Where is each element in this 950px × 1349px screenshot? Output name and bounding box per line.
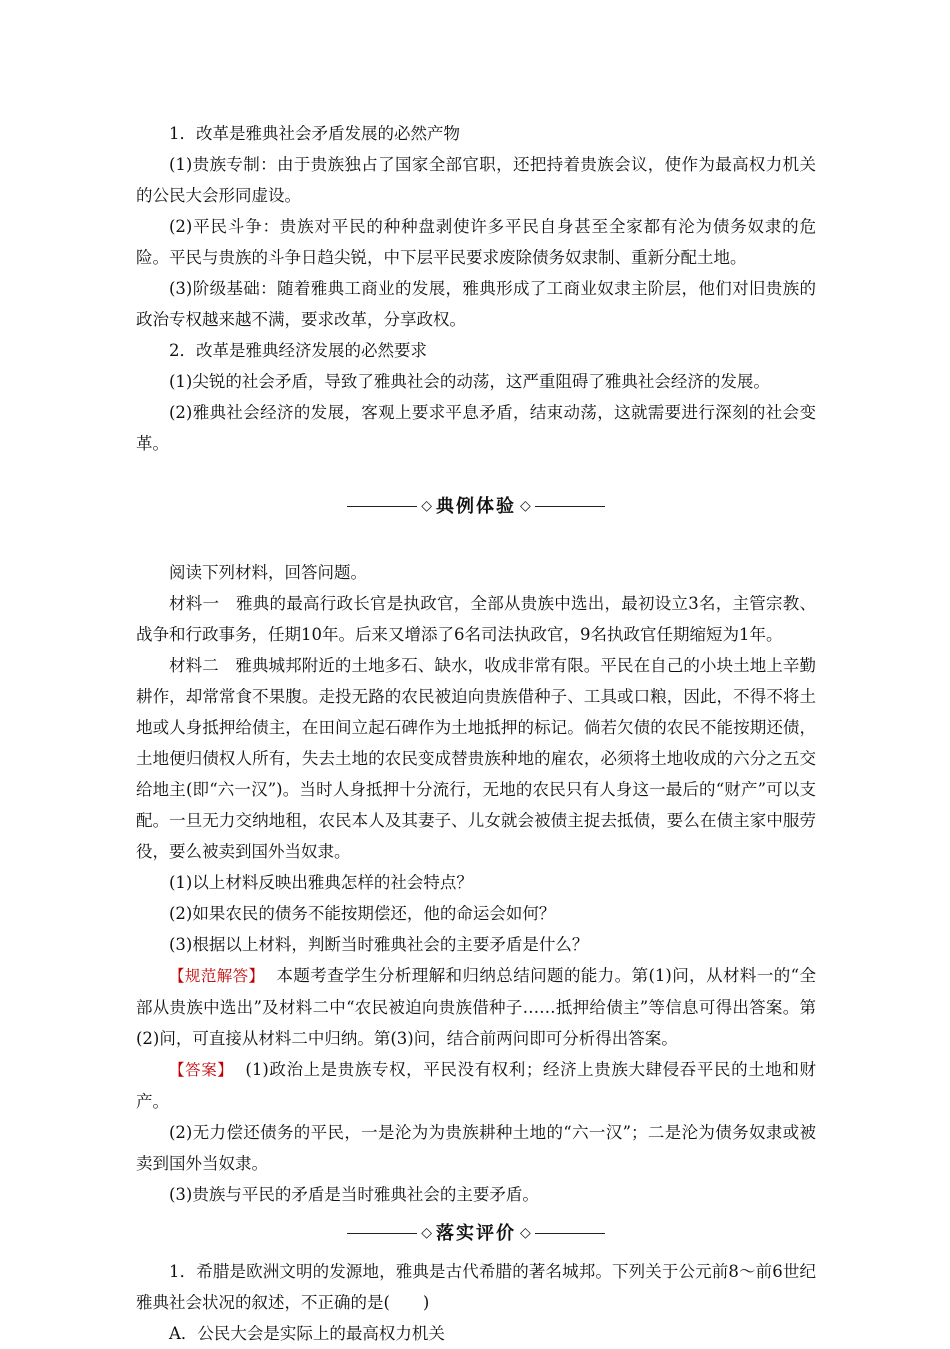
reason-heading-2: 2．改革是雅典经济发展的必然要求 <box>169 341 427 360</box>
title-rule-left <box>347 1233 417 1234</box>
answer-3: (3)贵族与平民的矛盾是当时雅典社会的主要矛盾。 <box>169 1185 539 1204</box>
question-3: (3)根据以上材料，判断当时雅典社会的主要矛盾是什么？ <box>169 935 589 954</box>
material-two: 材料二 雅典城邦附近的土地多石、缺水，收成非常有限。平民在自己的小块土地上辛勤耕作，却常常食不果腹。走投无路的农民被迫向贵族借种子、工具或口粮，因此，不得不将土地或人身抵押给债主，在田间立起石碑作为土地抵押的标记。倘若欠债的农民不能按期还债，土地便归债权人所有，失去土地的农民变成替贵族种地的雇农，必须将土地收成的六分之五交给地主(即“六一汉”)。当时人身抵押十分流行，无地的农民只有人身这一最后的“财产”可以支配。一旦无力交纳地租，农民本人及其妻子、儿女就会被债主捉去抵债，要么在债主家中服劳役，要么被卖到国外当奴隶。 <box>136 656 816 861</box>
document-page <box>136 118 816 1349</box>
section-title-example <box>136 489 816 523</box>
example-intro: 阅读下列材料，回答问题。 <box>169 563 367 582</box>
analysis-tag: 【规范解答】 <box>169 967 265 985</box>
answer-tag: 【答案】 <box>169 1061 234 1079</box>
answer-2: (2)无力偿还债务的平民，一是沦为为贵族耕种土地的“六一汉”；二是沦为债务奴隶或被卖到国外当奴隶。 <box>136 1123 816 1173</box>
question-1: (1)以上材料反映出雅典怎样的社会特点？ <box>169 873 473 892</box>
answer-paragraph <box>136 1054 816 1117</box>
reason-heading-1: 1．改革是雅典社会矛盾发展的必然产物 <box>169 124 460 143</box>
analysis-text: 本题考查学生分析理解和归纳总结问题的能力。第(1)问，从材料一的“全部从贵族中选出”及材料二中“农民被迫向贵族借种子……抵押给债主”等信息可得出答案。第(2)问，可直接从材料二中归纳。第(3)问，结合前两问即可分析得出答案。 <box>136 966 816 1048</box>
paragraph-plebeian-struggle: (2)平民斗争：贵族对平民的种种盘剥使许多平民自身甚至全家都有沦为债务奴隶的危险。平民与贵族的斗争日趋尖锐，中下层平民要求废除债务奴隶制、重新分配土地。 <box>136 217 816 267</box>
title-rule-right <box>535 1233 605 1234</box>
diamond-icon: ◇ <box>421 1224 432 1241</box>
paragraph-class-basis: (3)阶级基础：随着雅典工商业的发展，雅典形成了工商业奴隶主阶层，他们对旧贵族的政治专权越来越不满，要求改革，分享政权。 <box>136 279 816 329</box>
diamond-icon: ◇ <box>520 497 531 514</box>
section-title-evaluation <box>136 1216 816 1250</box>
material-one: 材料一 雅典的最高行政长官是执政官，全部从贵族中选出，最初设立3名，主管宗教、战争和行政事务，任期10年。后来又增添了6名司法执政官，9名执政官任期缩短为1年。 <box>136 594 816 644</box>
answer-1: (1)政治上是贵族专权，平民没有权利；经济上贵族大肆侵吞平民的土地和财产。 <box>136 1060 816 1111</box>
evaluation-option-a: A．公民大会是实际上的最高权力机关 <box>169 1324 445 1343</box>
paragraph-economic-development: (2)雅典社会经济的发展，客观上要求平息矛盾，结束动荡，这就需要进行深刻的社会变革。 <box>136 403 816 453</box>
paragraph-social-conflict: (1)尖锐的社会矛盾，导致了雅典社会的动荡，这严重阻碍了雅典社会经济的发展。 <box>169 372 770 391</box>
question-2: (2)如果农民的债务不能按期偿还，他的命运会如何？ <box>169 904 556 923</box>
title-rule-right <box>535 506 605 507</box>
paragraph-aristocratic-rule: (1)贵族专制：由于贵族独占了国家全部官职，还把持着贵族会议，使作为最高权力机关的公民大会形同虚设。 <box>136 155 816 205</box>
evaluation-question-1: 1．希腊是欧洲文明的发源地，雅典是古代希腊的著名城邦。下列关于公元前8～前6世纪雅典社会状况的叙述，不正确的是( ) <box>136 1262 816 1312</box>
diamond-icon: ◇ <box>520 1224 531 1241</box>
example-title: 典例体验 <box>436 495 516 517</box>
title-rule-left <box>347 506 417 507</box>
evaluation-title: 落实评价 <box>436 1222 516 1244</box>
analysis-paragraph <box>136 960 816 1054</box>
diamond-icon: ◇ <box>421 497 432 514</box>
